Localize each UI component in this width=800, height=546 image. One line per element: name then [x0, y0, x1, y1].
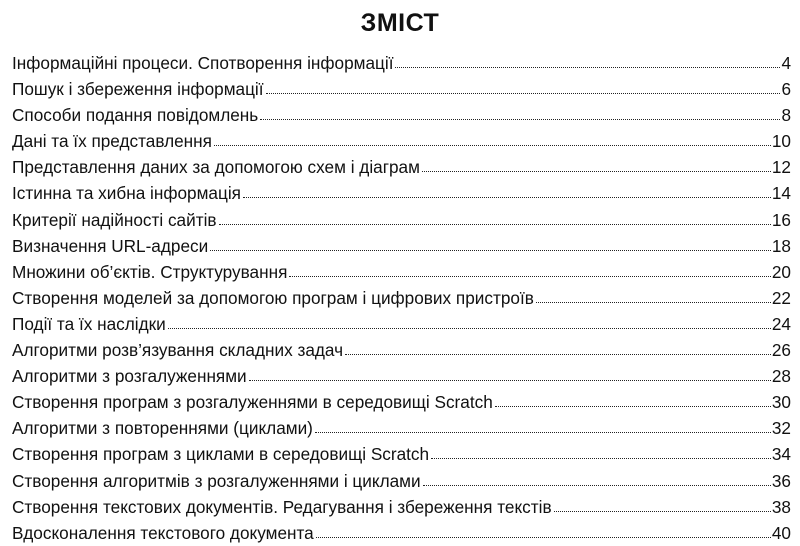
toc-entry[interactable]: [12, 494, 791, 520]
toc-entry-page: 6: [781, 79, 791, 100]
toc-entry-label: Створення текстових документів. Редагування і збереження текстів: [12, 496, 552, 517]
dot-leader: [554, 511, 771, 512]
toc-entry-label: Алгоритми з повтореннями (циклами): [12, 418, 313, 439]
toc-entry-label: Інформаційні процеси. Спотворення інформації: [12, 53, 394, 73]
toc-entry-page: 12: [771, 157, 791, 178]
toc-entry-page: 8: [781, 105, 791, 126]
toc-entry[interactable]: [12, 337, 791, 363]
toc-entry[interactable]: [12, 180, 791, 206]
toc-entry-page: 36: [771, 470, 791, 491]
dot-leader: [495, 406, 771, 407]
toc-entry-label: Представлення даних за допомогою схем і діаграм: [12, 157, 420, 178]
dot-leader: [289, 276, 770, 277]
toc-entry[interactable]: [12, 207, 791, 233]
toc-entry[interactable]: [12, 468, 791, 494]
dot-leader: [243, 197, 771, 198]
toc-entry-page: 22: [771, 287, 791, 308]
toc-entry[interactable]: [12, 233, 791, 259]
dot-leader: [249, 380, 771, 381]
toc-entry-page: 20: [771, 261, 791, 282]
dot-leader: [214, 145, 771, 146]
toc-entry[interactable]: [12, 520, 791, 546]
dot-leader: [210, 250, 771, 251]
toc-entry-page: 32: [771, 418, 791, 439]
toc-entry-page: 38: [771, 496, 791, 517]
toc-entry-page: 28: [771, 366, 791, 387]
toc-list: [12, 50, 791, 546]
toc-entry-page: 14: [771, 183, 791, 204]
dot-leader: [260, 119, 780, 120]
toc-entry[interactable]: [12, 285, 791, 311]
toc-entry-label: Множини об’єктів. Структурування: [12, 261, 288, 282]
toc-entry-label: Істинна та хибна інформація: [12, 183, 241, 204]
toc-entry-label: Створення програм з циклами в середовищі Scratch: [12, 444, 430, 465]
toc-entry-label: Створення моделей за допомогою програм і цифрових пристроїв: [12, 287, 534, 308]
dot-leader: [168, 328, 771, 329]
toc-entry-label: Способи подання повідомлень: [12, 105, 259, 126]
toc-entry[interactable]: [12, 311, 791, 337]
dot-leader: [423, 485, 771, 486]
toc-entry-label: Алгоритми з розгалуженнями: [12, 366, 247, 387]
page-title: ЗМІСТ: [360, 9, 440, 37]
toc-entry-label: Вдосконалення текстового документа: [12, 522, 314, 543]
toc-entry-page: 4: [781, 53, 791, 73]
toc-entry[interactable]: [12, 76, 791, 102]
dot-leader: [315, 432, 771, 433]
dot-leader: [395, 67, 780, 68]
toc-entry[interactable]: [12, 154, 791, 180]
dot-leader: [219, 224, 771, 225]
toc-entry-label: Визначення URL-адреси: [12, 235, 209, 256]
toc-entry-page: 18: [771, 235, 791, 256]
toc-entry-page: 24: [771, 313, 791, 334]
toc-entry[interactable]: [12, 102, 791, 128]
toc-entry-label: Події та їх наслідки: [12, 313, 166, 334]
dot-leader: [345, 354, 771, 355]
toc-entry[interactable]: [12, 363, 791, 389]
toc-entry[interactable]: [12, 50, 791, 76]
dot-leader: [422, 171, 771, 172]
toc-entry-page: 30: [771, 392, 791, 413]
toc-entry[interactable]: [12, 415, 791, 441]
toc-entry-label: Алгоритми розв’язування складних задач: [12, 340, 344, 361]
toc-entry-page: 10: [771, 131, 791, 152]
toc-entry[interactable]: [12, 128, 791, 154]
dot-leader: [266, 93, 781, 94]
toc-entry-label: Створення програм з розгалуженнями в середовищі Scratch: [12, 392, 493, 413]
toc-entry-label: Дані та їх представлення: [12, 131, 212, 152]
toc-entry[interactable]: [12, 441, 791, 467]
toc-entry-page: 16: [771, 209, 791, 230]
toc-entry-label: Пошук і збереження інформації: [12, 79, 264, 100]
toc-entry-page: 34: [771, 444, 791, 465]
toc-entry-page: 26: [771, 340, 791, 361]
dot-leader: [431, 458, 771, 459]
dot-leader: [536, 302, 771, 303]
toc-entry[interactable]: [12, 389, 791, 415]
toc-entry-label: Критерії надійності сайтів: [12, 209, 217, 230]
toc-entry[interactable]: [12, 259, 791, 285]
toc-entry-page: 40: [771, 522, 791, 543]
toc-entry-label: Створення алгоритмів з розгалуженнями і циклами: [12, 470, 421, 491]
